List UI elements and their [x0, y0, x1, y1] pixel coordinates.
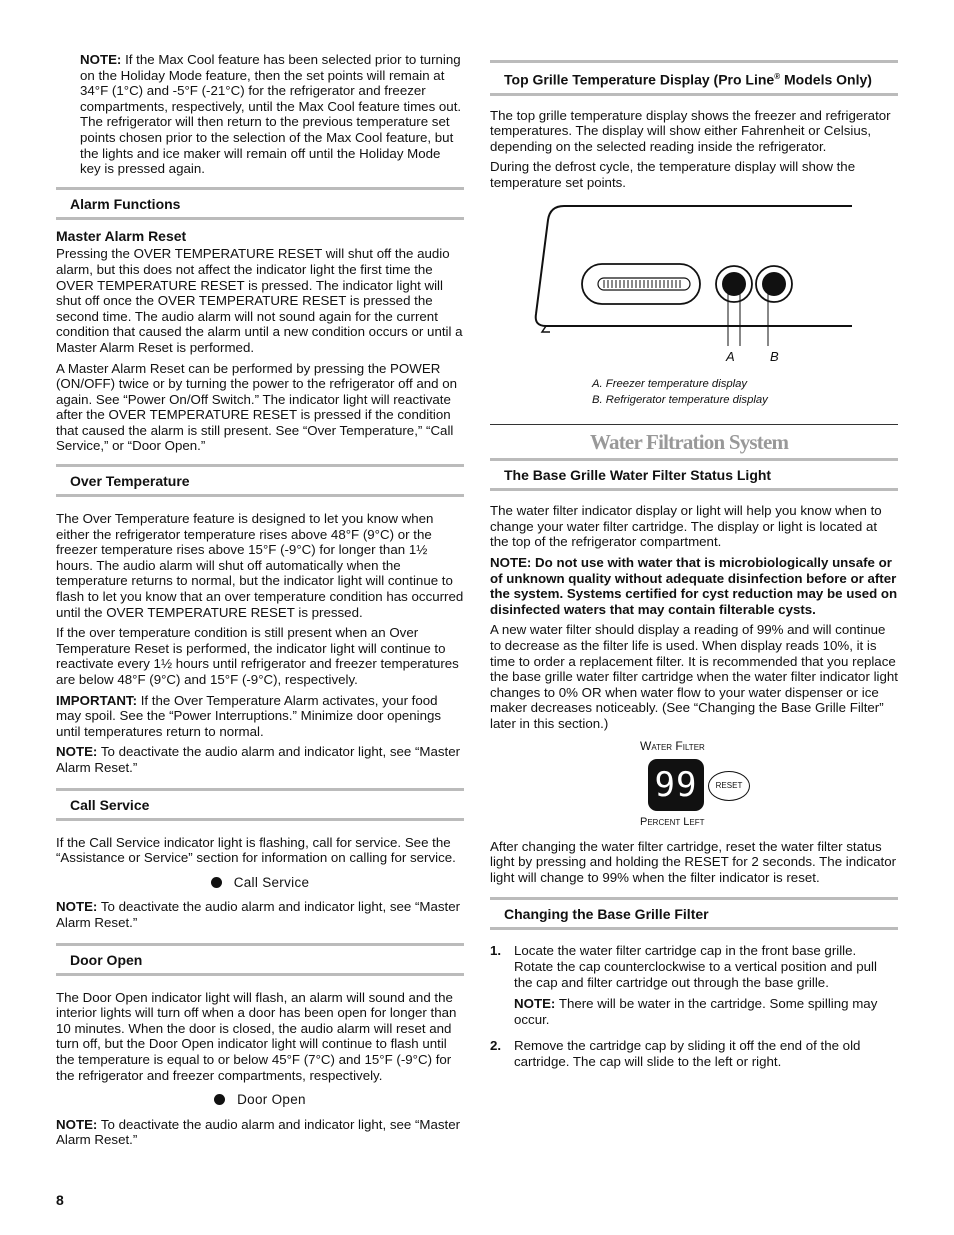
over-temperature-note: NOTE: To deactivate the audio alarm and indicator light, see “Master Alarm Reset.” — [56, 744, 461, 775]
section-divider — [490, 424, 898, 425]
call-service-indicator: Call Service — [56, 875, 464, 891]
master-reset-paragraph-2: A Master Alarm Reset can be performed by pressing the POWER (ON/OFF) twice or by turning the power to the refrigerator off and on again. See “Power On/Off Switch.” The indicator light will reactivate after the OVER TEMPERATURE RESET is pressed if the condition that caused the alarm is still present. See “Over Temperature,” “Call Service,” or “Door Open.” — [56, 360, 458, 454]
filter-status-paragraph-2: A new water filter should display a reading of 99% and will continue to decrease as the filter life is used. When display reads 10%, it is time to order a replacement filter. It is recommended that you replace the base grille water filter cartridge when the water filter indicator light changes to 0% OR when water flow to your water dispenser or ice maker decreases noticeably. (See “Changing the Base Grille Filter” later in this section.) — [490, 622, 898, 731]
top-grille-diagram — [490, 196, 898, 376]
water-quality-warning: NOTE: Do not use with water that is microbiologically unsafe or of unknown quality without adequate disinfection before or after the system. Systems certified for cyst reduction may be used on disinfected waters that may contain filterable cysts. — [490, 555, 898, 617]
holiday-note: NOTE: If the Max Cool feature has been selected prior to turning on the Holiday Mode feature, then the set points will remain at 34°F (1°C) and -5°F (-21°C) for the refrigerator and freezer compartments, respectively, until the Max Cool feature times out. The refrigerator will then return to the previous temperature set points chosen prior to the selection of the Max Cool feature, but the lights and ice maker will remain off until the Holiday Mode key is pressed again. — [80, 52, 462, 177]
door-open-paragraph: The Door Open indicator light will flash, an alarm will sound and the interior lights will turn off when a door has been open for longer than 10 minutes. When the door is closed, the audio alarm will reset and turn off, but the Door Open indicator light will continue to flash until the temperature is equal to or below 45°F (7°C) and 15°F (-9°C) for the refrigerator and freezer compartments, respectively. — [56, 989, 457, 1083]
door-open-indicator: Door Open — [56, 1092, 464, 1108]
page-number: 8 — [56, 1192, 64, 1208]
indicator-light-icon — [214, 1094, 225, 1105]
important-note: IMPORTANT: If the Over Temperature Alarm activates, your food may spoil. See the “Power Interruptions.” Minimize door openings until temperatures return to normal. — [56, 692, 442, 739]
over-temperature-paragraph-2: If the over temperature condition is still present when an Over Temperature Reset is performed, the indicator light will continue to reactivate every 1½ hours until refrigerator and freezer temperatures are below 48°F (9°C) and 15°F (-9°C), respectively. — [56, 625, 459, 687]
step-1-note: NOTE: There will be water in the cartridge. Some spilling may occur. — [514, 996, 878, 1027]
over-temperature-paragraph-1: The Over Temperature feature is designed to let you know when either the refrigerator temperature rises above 48°F (9°C) or the freezer temperature rises above 15°F (-9°C) for longer than 1½ hours. The audio alarm will shut off automatically when the temperature returns to normal, but the indicator light will continue to flash to let you know that an over temperature condition has occurred until the OVER TEMPERATURE RESET is pressed. — [56, 511, 464, 620]
label-b: B — [770, 348, 779, 364]
water-filter-panel — [490, 737, 898, 837]
caption-a: A. Freezer temperature display — [592, 377, 748, 390]
caption-b: B. Refrigerator temperature display — [592, 393, 768, 406]
step-2: 2. Remove the cartridge cap by sliding it off the end of the old cartridge. The cap will slide to the left or right. — [490, 1038, 861, 1069]
filter-status-heading: The Base Grille Water Filter Status Light — [490, 458, 898, 491]
filter-status-paragraph-3: After changing the water filter cartridge, reset the water filter status light by pressing and holding the RESET for 2 seconds. The indicator light will change to 99% when the filter indicator is reset. — [490, 838, 897, 885]
grille-illustration — [490, 196, 898, 376]
master-reset-paragraph-1: Pressing the OVER TEMPERATURE RESET will shut off the audio alarm, but this does not affect the indicator light the first time the OVER TEMPERATURE RESET is pressed. The indicator light will shut off once the OVER TEMPERATURE RESET is pressed the second time. The audio alarm will not sound again for the current condition that caused the alarm until a new condition occurs or until a Master Alarm Reset is performed. — [56, 246, 463, 355]
water-filtration-title: Water Filtration System — [590, 429, 789, 454]
changing-filter-heading: Changing the Base Grille Filter — [490, 897, 898, 930]
grille-vent-icon — [582, 264, 700, 304]
left-column — [56, 52, 464, 1153]
right-column — [490, 60, 898, 1080]
filter-percent-display: 99 — [648, 759, 704, 811]
over-temperature-heading: Over Temperature — [56, 464, 464, 497]
panel-subtitle: Percent Left — [640, 815, 705, 828]
call-service-note: NOTE: To deactivate the audio alarm and indicator light, see “Master Alarm Reset.” — [56, 899, 461, 930]
door-open-heading: Door Open — [56, 943, 464, 976]
label-a: A — [726, 348, 735, 364]
call-service-heading: Call Service — [56, 788, 464, 821]
filter-status-paragraph-1: The water filter indicator display or light will help you know when to change your water filter cartridge. The display or light is located at the top of the refrigerator compartment. — [490, 503, 882, 550]
top-grille-heading: Top Grille Temperature Display (Pro Line® Models Only) — [490, 60, 898, 96]
panel-title: Water Filter — [640, 738, 705, 753]
call-service-paragraph: If the Call Service indicator light is flashing, call for service. See the “Assistance or Service” section for information on calling for service. — [56, 834, 456, 866]
step-1: 1. Locate the water filter cartridge cap in the front base grille. Rotate the cap counterclockwise to a vertical position and pull the cap and filter cartridge out through the base grille. NOTE: There will be water in the cartridge. Some spilling may occur. — [490, 943, 898, 1032]
alarm-functions-heading: Alarm Functions — [56, 187, 464, 220]
reset-button[interactable]: RESET — [708, 771, 750, 801]
indicator-light-icon — [211, 877, 222, 888]
master-alarm-reset-heading: Master Alarm Reset — [56, 227, 187, 244]
top-grille-paragraph-1: The top grille temperature display shows the freezer and refrigerator temperatures. The display will show either Fahrenheit or Celsius, depending on the selected reading inside the refrigerator. — [490, 107, 891, 154]
top-grille-paragraph-2: During the defrost cycle, the temperature display will show the temperature set points. — [490, 159, 856, 191]
door-open-note: NOTE: To deactivate the audio alarm and indicator light, see “Master Alarm Reset.” — [56, 1116, 461, 1148]
